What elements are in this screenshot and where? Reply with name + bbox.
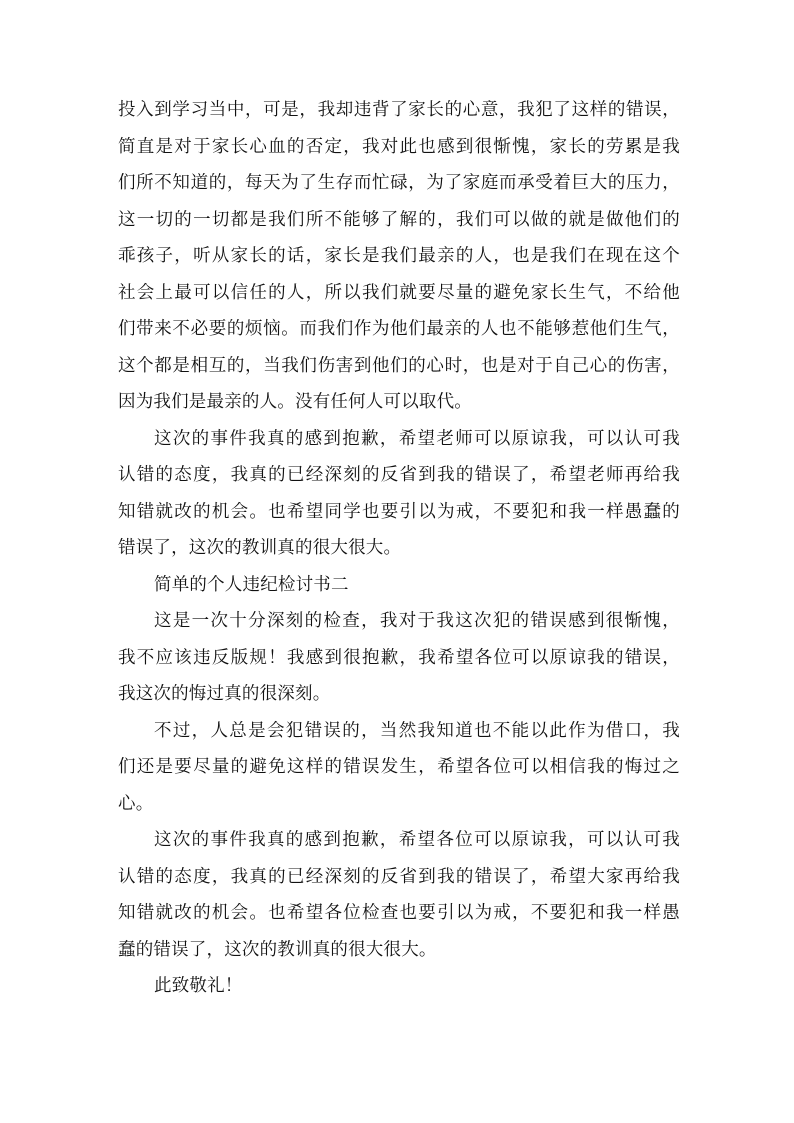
text-line: 乖孩子，听从家长的话，家长是我们最亲的人，也是我们在现在这个 [118, 246, 680, 266]
text-line: 知错就改的机会。也希望同学也要引以为戒，不要犯和我一样愚蠢的 [118, 501, 680, 522]
text-line: 这一切的一切都是我们所不能够了解的，我们可以做的就是做他们的 [118, 209, 680, 230]
text-line: 认错的态度，我真的已经深刻的反省到我的错误了，希望大家再给我 [118, 866, 680, 887]
text-line: 我不应该违反版规！我感到很抱歉，我希望各位可以原谅我的错误， [118, 647, 680, 668]
document-body [118, 92, 680, 1005]
closing-salutation: 此致敬礼！ [154, 976, 243, 996]
text-line: 我这次的悔过真的很深刻。 [118, 684, 331, 704]
text-line: 因为我们是最亲的人。没有任何人可以取代。 [118, 392, 472, 412]
text-line: 们还是要尽量的避免这样的错误发生，希望各位可以相信我的悔过之 [118, 757, 680, 777]
text-line: 心。 [118, 793, 154, 814]
paragraph-first-line: 这次的事件我真的感到抱歉，希望各位可以原谅我，可以认可我 [154, 830, 680, 850]
text-line: 投入到学习当中，可是，我却违背了家长的心意，我犯了这样的错误， [118, 100, 680, 120]
text-line: 认错的态度，我真的已经深刻的反省到我的错误了，希望老师再给我 [118, 465, 680, 485]
text-line: 蠢的错误了，这次的教训真的很大很大。 [118, 939, 437, 960]
paragraph-first-line: 这是一次十分深刻的检查，我对于我这次犯的错误感到很惭愧， [154, 611, 680, 631]
section-heading: 简单的个人违纪检讨书二 [154, 574, 349, 595]
text-line: 错误了，这次的教训真的很大很大。 [118, 538, 402, 558]
text-line: 们带来不必要的烦恼。而我们作为他们最亲的人也不能够惹他们生气， [118, 319, 680, 339]
text-line: 知错就改的机会。也希望各位检查也要引以为戒，不要犯和我一样愚 [118, 903, 680, 923]
text-line: 社会上最可以信任的人，所以我们就要尽量的避免家长生气，不给他 [118, 282, 680, 303]
text-line: 简直是对于家长心血的否定，我对此也感到很惭愧，家长的劳累是我 [118, 136, 680, 157]
paragraph-first-line: 这次的事件我真的感到抱歉，希望老师可以原谅我，可以认可我 [154, 428, 680, 449]
paragraph-first-line: 不过，人总是会犯错误的，当然我知道也不能以此作为借口，我 [154, 720, 680, 741]
text-line: 这个都是相互的，当我们伤害到他们的心时，也是对于自己心的伤害， [118, 355, 680, 376]
text-line: 们所不知道的，每天为了生存而忙碌，为了家庭而承受着巨大的压力， [118, 173, 680, 193]
